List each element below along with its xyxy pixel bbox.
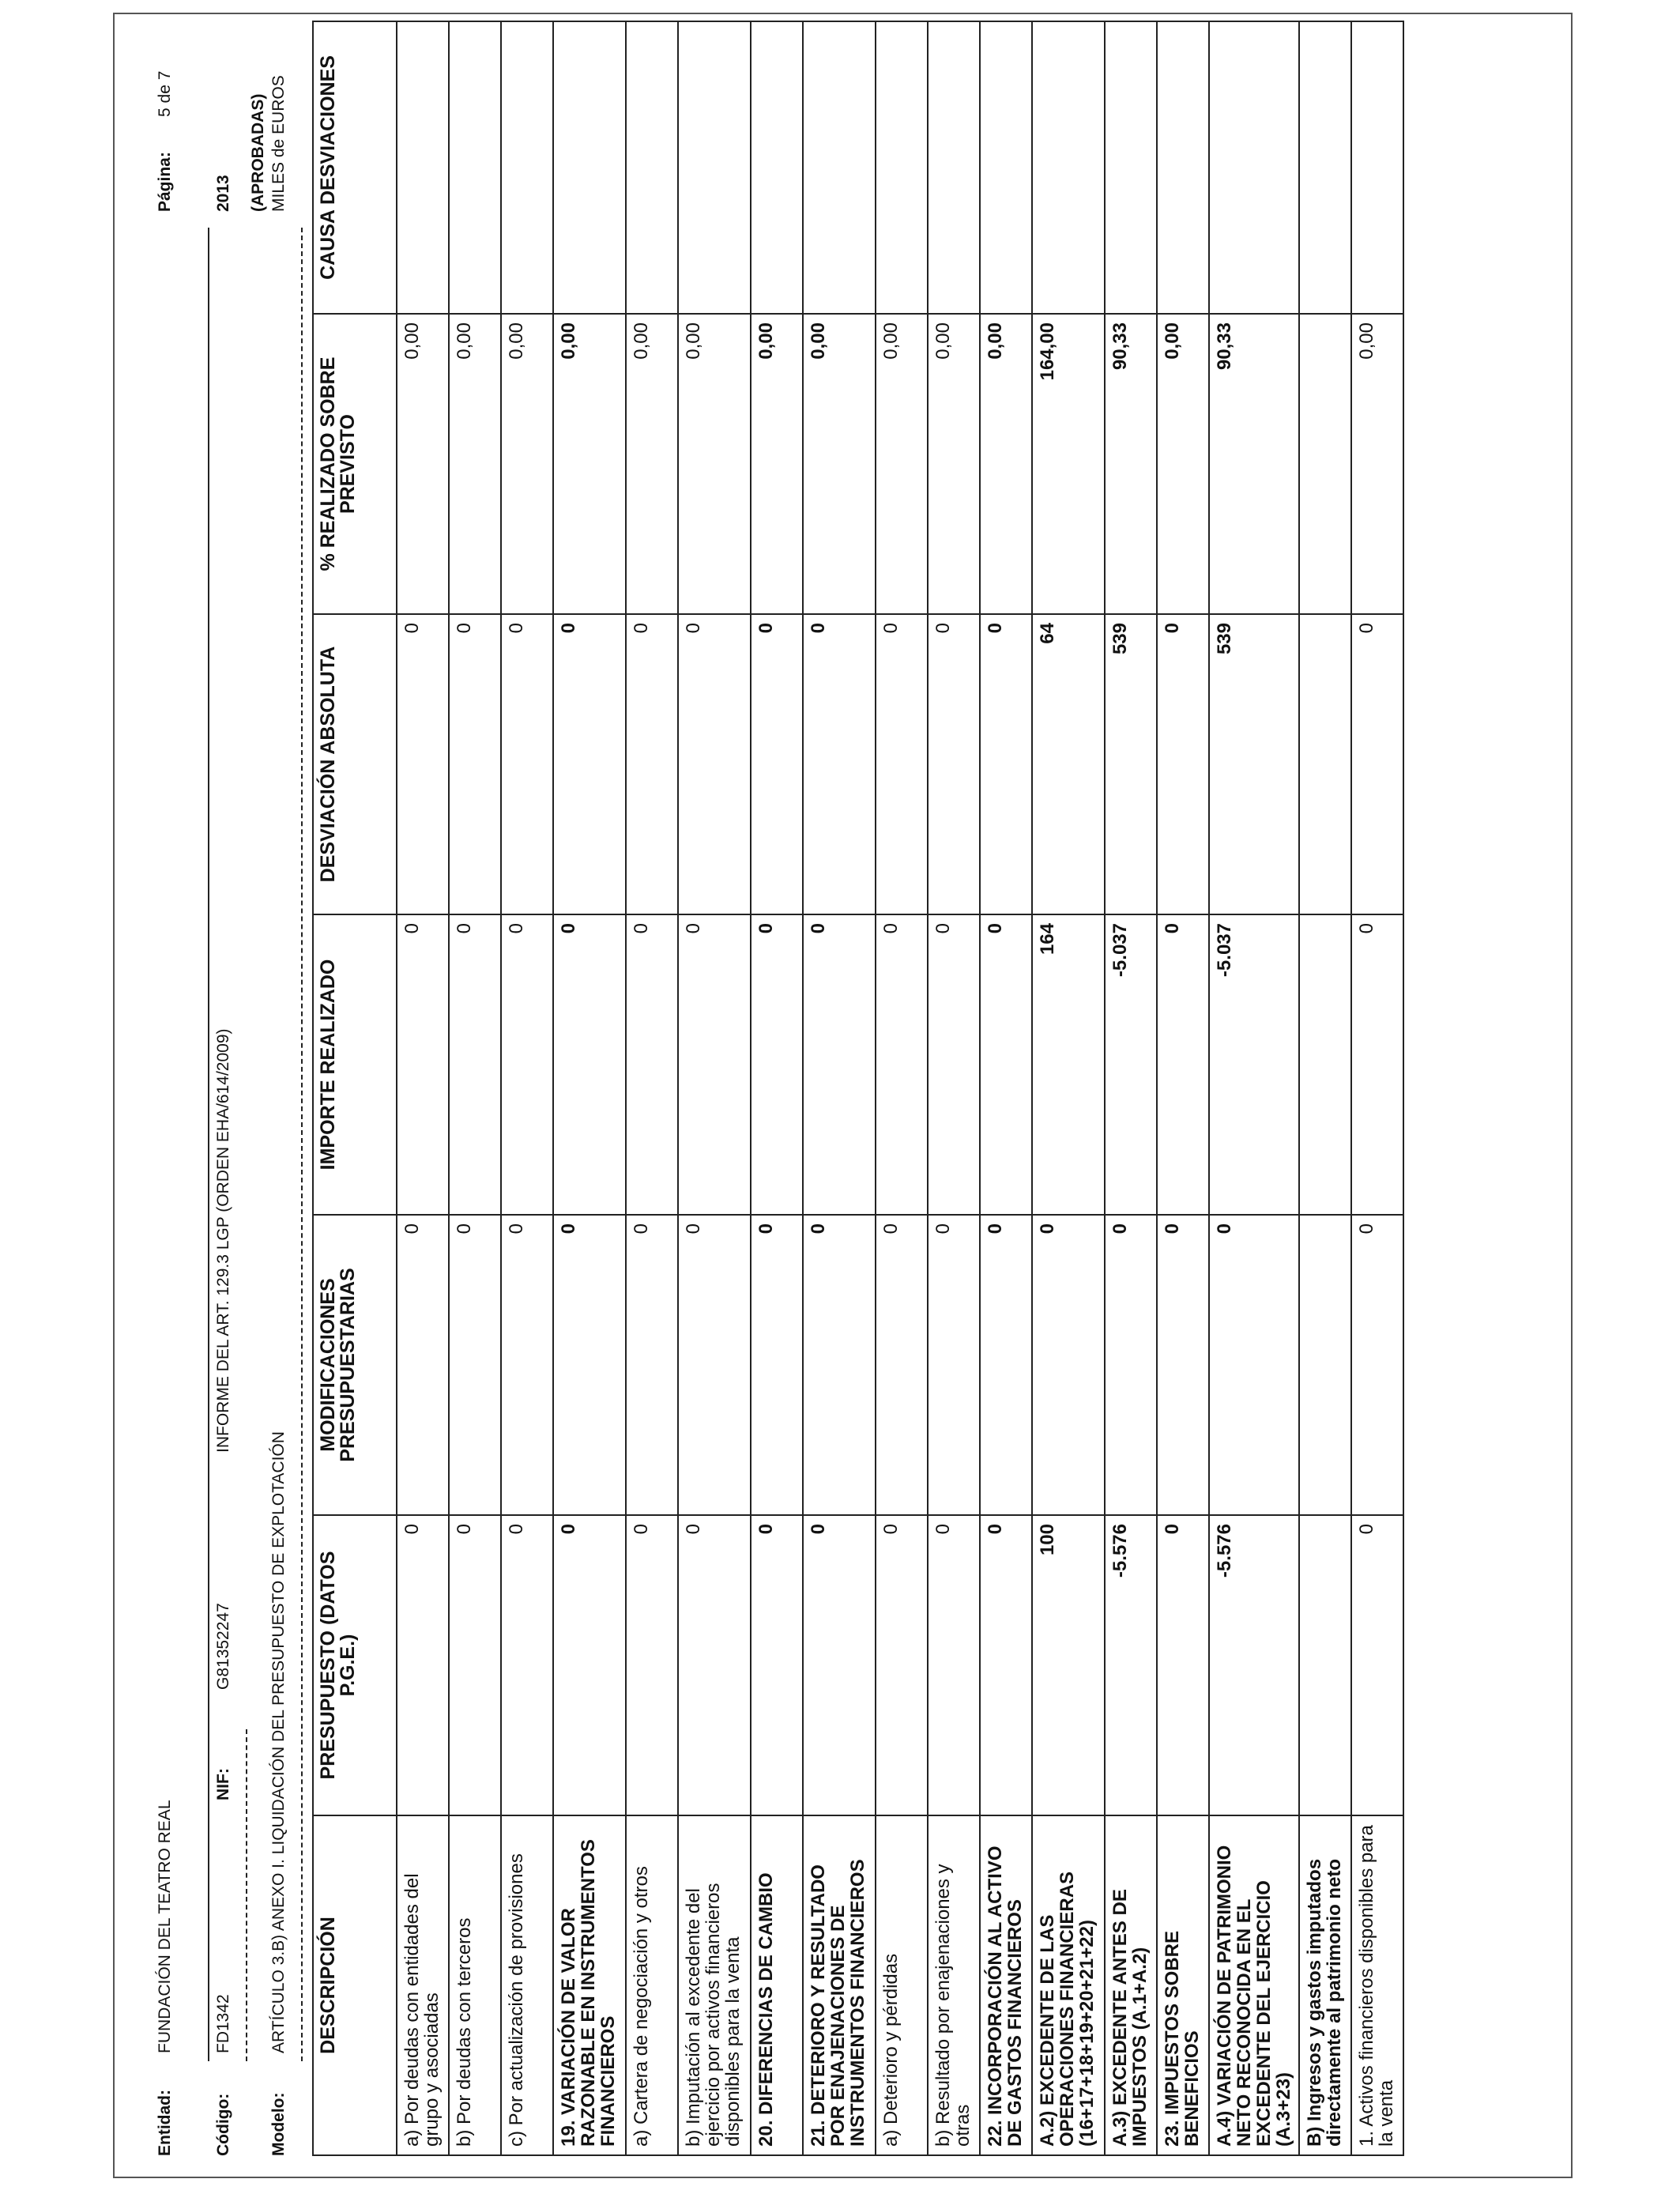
causa-cell xyxy=(803,21,876,314)
year-value: 2013 xyxy=(214,175,232,212)
modelo-value: ARTÍCULO 3.B) ANEXO I. LIQUIDACIÓN DEL PRESUPUESTO DE EXPLOTACIÓN xyxy=(269,1431,288,2053)
presupuesto-cell: 0 xyxy=(928,1515,980,1815)
description-cell: A.2) EXCEDENTE DE LAS OPERACIONES FINANCIERAS (16+17+18+19+20+21+22) xyxy=(1032,1815,1105,2155)
realizado-cell: 0 xyxy=(803,914,876,1215)
presupuesto-cell: 0 xyxy=(1157,1515,1209,1815)
desviacion-cell: 539 xyxy=(1209,614,1299,914)
units-value: MILES de EUROS xyxy=(269,75,288,212)
desviacion-cell: 0 xyxy=(928,614,980,914)
table-row xyxy=(1105,21,1157,2155)
desviacion-cell: 0 xyxy=(980,614,1032,914)
desviacion-cell: 0 xyxy=(397,614,449,914)
porcentaje-cell: 0,00 xyxy=(803,314,876,614)
causa-cell xyxy=(449,21,501,314)
col-header-modificaciones: MODIFICACIONES PRESUPUESTARIAS xyxy=(313,1215,397,1515)
description-cell: 21. DETERIORO Y RESULTADO POR ENAJENACIONES DE INSTRUMENTOS FINANCIEROS xyxy=(803,1815,876,2155)
presupuesto-cell: 0 xyxy=(553,1515,626,1815)
presupuesto-cell: 0 xyxy=(980,1515,1032,1815)
nif-label: NIF: xyxy=(214,1768,232,1800)
causa-cell xyxy=(1157,21,1209,314)
presupuesto-cell xyxy=(1299,1515,1351,1815)
desviacion-cell: 0 xyxy=(501,614,553,914)
table-row xyxy=(678,21,751,2155)
causa-cell xyxy=(980,21,1032,314)
desviacion-cell: 64 xyxy=(1032,614,1105,914)
informe-title: INFORME DEL ART. 129.3 LGP (ORDEN EHA/614/2009) xyxy=(214,1028,232,1453)
table-row xyxy=(876,21,928,2155)
desviacion-cell: 0 xyxy=(803,614,876,914)
entidad-value: FUNDACIÓN DEL TEATRO REAL xyxy=(156,1800,174,2053)
status-value: (APROBADAS) xyxy=(249,93,267,212)
modificaciones-cell: 0 xyxy=(1209,1215,1299,1515)
desviacion-cell: 0 xyxy=(553,614,626,914)
modelo-label: Modelo: xyxy=(269,2092,288,2156)
modificaciones-cell: 0 xyxy=(1032,1215,1105,1515)
realizado-cell: 0 xyxy=(553,914,626,1215)
porcentaje-cell: 0,00 xyxy=(928,314,980,614)
presupuesto-cell: 0 xyxy=(678,1515,751,1815)
modificaciones-cell: 0 xyxy=(397,1215,449,1515)
modificaciones-cell: 0 xyxy=(553,1215,626,1515)
table-row xyxy=(751,21,803,2155)
causa-cell xyxy=(626,21,678,314)
col-header-realizado: IMPORTE REALIZADO xyxy=(313,914,397,1215)
porcentaje-cell: 0,00 xyxy=(397,314,449,614)
col-header-desviacion: DESVIACIÓN ABSOLUTA xyxy=(313,614,397,914)
description-cell: a) Por deudas con entidades del grupo y asociadas xyxy=(397,1815,449,2155)
causa-cell xyxy=(876,21,928,314)
budget-liquidation-table xyxy=(312,21,1404,2156)
table-row xyxy=(626,21,678,2155)
modelo-dash-line xyxy=(301,228,303,2061)
causa-cell xyxy=(928,21,980,314)
presupuesto-cell: 0 xyxy=(751,1515,803,1815)
description-cell: 22. INCORPORACIÓN AL ACTIVO DE GASTOS FINANCIEROS xyxy=(980,1815,1032,2155)
realizado-cell: 0 xyxy=(626,914,678,1215)
desviacion-cell xyxy=(1299,614,1351,914)
desviacion-cell: 0 xyxy=(1351,614,1403,914)
realizado-cell: 0 xyxy=(501,914,553,1215)
presupuesto-cell: 0 xyxy=(449,1515,501,1815)
causa-cell xyxy=(1209,21,1299,314)
modificaciones-cell: 0 xyxy=(1105,1215,1157,1515)
presupuesto-cell: 0 xyxy=(803,1515,876,1815)
col-header-causa: CAUSA DESVIACIONES xyxy=(313,21,397,314)
header-underline xyxy=(208,228,209,2061)
causa-cell xyxy=(1351,21,1403,314)
presupuesto-cell: -5.576 xyxy=(1105,1515,1157,1815)
table-row xyxy=(1209,21,1299,2155)
porcentaje-cell: 0,00 xyxy=(678,314,751,614)
rotated-report-sheet xyxy=(115,14,1561,2164)
modificaciones-cell: 0 xyxy=(751,1215,803,1515)
presupuesto-cell: 100 xyxy=(1032,1515,1105,1815)
modificaciones-cell: 0 xyxy=(449,1215,501,1515)
col-header-presupuesto: PRESUPUESTO (DATOS P.G.E.) xyxy=(313,1515,397,1815)
presupuesto-cell: 0 xyxy=(1351,1515,1403,1815)
description-cell: 23. IMPUESTOS SOBRE BENEFICIOS xyxy=(1157,1815,1209,2155)
desviacion-cell: 0 xyxy=(449,614,501,914)
porcentaje-cell xyxy=(1299,314,1351,614)
pagina-label: Página: xyxy=(156,152,174,212)
modificaciones-cell: 0 xyxy=(626,1215,678,1515)
realizado-cell: 0 xyxy=(449,914,501,1215)
causa-cell xyxy=(1032,21,1105,314)
porcentaje-cell: 90,33 xyxy=(1209,314,1299,614)
modificaciones-cell: 0 xyxy=(501,1215,553,1515)
porcentaje-cell: 164,00 xyxy=(1032,314,1105,614)
table-row xyxy=(1351,21,1403,2155)
description-cell: b) Por deudas con terceros xyxy=(449,1815,501,2155)
porcentaje-cell: 0,00 xyxy=(1351,314,1403,614)
description-cell: a) Cartera de negociación y otros xyxy=(626,1815,678,2155)
description-cell: 20. DIFERENCIAS DE CAMBIO xyxy=(751,1815,803,2155)
modificaciones-cell xyxy=(1299,1215,1351,1515)
presupuesto-cell: 0 xyxy=(397,1515,449,1815)
modificaciones-cell: 0 xyxy=(928,1215,980,1515)
codigo-value: FD1342 xyxy=(214,1994,232,2053)
table-row xyxy=(803,21,876,2155)
col-header-descripcion: DESCRIPCIÓN xyxy=(313,1815,397,2155)
realizado-cell: 0 xyxy=(1157,914,1209,1215)
description-cell: 19. VARIACIÓN DE VALOR RAZONABLE EN INSTRUMENTOS FINANCIEROS xyxy=(553,1815,626,2155)
description-cell: B) Ingresos y gastos imputados directamente al patrimonio neto xyxy=(1299,1815,1351,2155)
modificaciones-cell: 0 xyxy=(876,1215,928,1515)
modificaciones-cell: 0 xyxy=(1351,1215,1403,1515)
table-header-row xyxy=(313,21,397,2155)
table-row xyxy=(1299,21,1351,2155)
table-row xyxy=(1157,21,1209,2155)
modificaciones-cell: 0 xyxy=(678,1215,751,1515)
modificaciones-cell: 0 xyxy=(803,1215,876,1515)
description-cell: b) Resultado por enajenaciones y otras xyxy=(928,1815,980,2155)
codigo-label: Código: xyxy=(214,2093,232,2156)
table-row xyxy=(553,21,626,2155)
presupuesto-cell: -5.576 xyxy=(1209,1515,1299,1815)
table-row xyxy=(449,21,501,2155)
table-row xyxy=(501,21,553,2155)
causa-cell xyxy=(751,21,803,314)
description-cell: b) Imputación al excedente del ejercicio por activos financieros disponibles para la venta xyxy=(678,1815,751,2155)
presupuesto-cell: 0 xyxy=(626,1515,678,1815)
causa-cell xyxy=(501,21,553,314)
desviacion-cell: 0 xyxy=(751,614,803,914)
realizado-cell: -5.037 xyxy=(1209,914,1299,1215)
realizado-cell: 0 xyxy=(678,914,751,1215)
realizado-cell: 0 xyxy=(397,914,449,1215)
pagina-value: 5 de 7 xyxy=(156,70,174,117)
realizado-cell: -5.037 xyxy=(1105,914,1157,1215)
table-row xyxy=(928,21,980,2155)
porcentaje-cell: 0,00 xyxy=(876,314,928,614)
desviacion-cell: 0 xyxy=(626,614,678,914)
realizado-cell xyxy=(1299,914,1351,1215)
description-cell: A.4) VARIACIÓN DE PATRIMONIO NETO RECONOCIDA EN EL EXCEDENTE DEL EJERCICIO (A.3+23) xyxy=(1209,1815,1299,2155)
realizado-cell: 0 xyxy=(928,914,980,1215)
realizado-cell: 164 xyxy=(1032,914,1105,1215)
desviacion-cell: 0 xyxy=(876,614,928,914)
porcentaje-cell: 0,00 xyxy=(751,314,803,614)
nif-value: G81352247 xyxy=(214,1603,232,1690)
porcentaje-cell: 0,00 xyxy=(553,314,626,614)
table-body xyxy=(397,21,1403,2155)
table-row xyxy=(980,21,1032,2155)
presupuesto-cell: 0 xyxy=(501,1515,553,1815)
desviacion-cell: 539 xyxy=(1105,614,1157,914)
causa-cell xyxy=(1105,21,1157,314)
description-cell: a) Deterioro y pérdidas xyxy=(876,1815,928,2155)
porcentaje-cell: 0,00 xyxy=(980,314,1032,614)
causa-cell xyxy=(1299,21,1351,314)
modificaciones-cell: 0 xyxy=(980,1215,1032,1515)
modificaciones-cell: 0 xyxy=(1157,1215,1209,1515)
realizado-cell: 0 xyxy=(876,914,928,1215)
porcentaje-cell: 0,00 xyxy=(626,314,678,614)
desviacion-cell: 0 xyxy=(1157,614,1209,914)
presupuesto-cell: 0 xyxy=(876,1515,928,1815)
causa-cell xyxy=(397,21,449,314)
codigo-dash-line xyxy=(246,1729,247,2061)
porcentaje-cell: 0,00 xyxy=(501,314,553,614)
causa-cell xyxy=(678,21,751,314)
realizado-cell: 0 xyxy=(751,914,803,1215)
porcentaje-cell: 0,00 xyxy=(449,314,501,614)
desviacion-cell: 0 xyxy=(678,614,751,914)
porcentaje-cell: 90,33 xyxy=(1105,314,1157,614)
causa-cell xyxy=(553,21,626,314)
description-cell: c) Por actualización de provisiones xyxy=(501,1815,553,2155)
description-cell: A.3) EXCEDENTE ANTES DE IMPUESTOS (A.1+A.2) xyxy=(1105,1815,1157,2155)
entidad-label: Entidad: xyxy=(156,2090,174,2156)
col-header-porcentaje: % REALIZADO SOBRE PREVISTO xyxy=(313,314,397,614)
table-row xyxy=(1032,21,1105,2155)
porcentaje-cell: 0,00 xyxy=(1157,314,1209,614)
realizado-cell: 0 xyxy=(980,914,1032,1215)
realizado-cell: 0 xyxy=(1351,914,1403,1215)
table-row xyxy=(397,21,449,2155)
description-cell: 1. Activos financieros disponibles para la venta xyxy=(1351,1815,1403,2155)
